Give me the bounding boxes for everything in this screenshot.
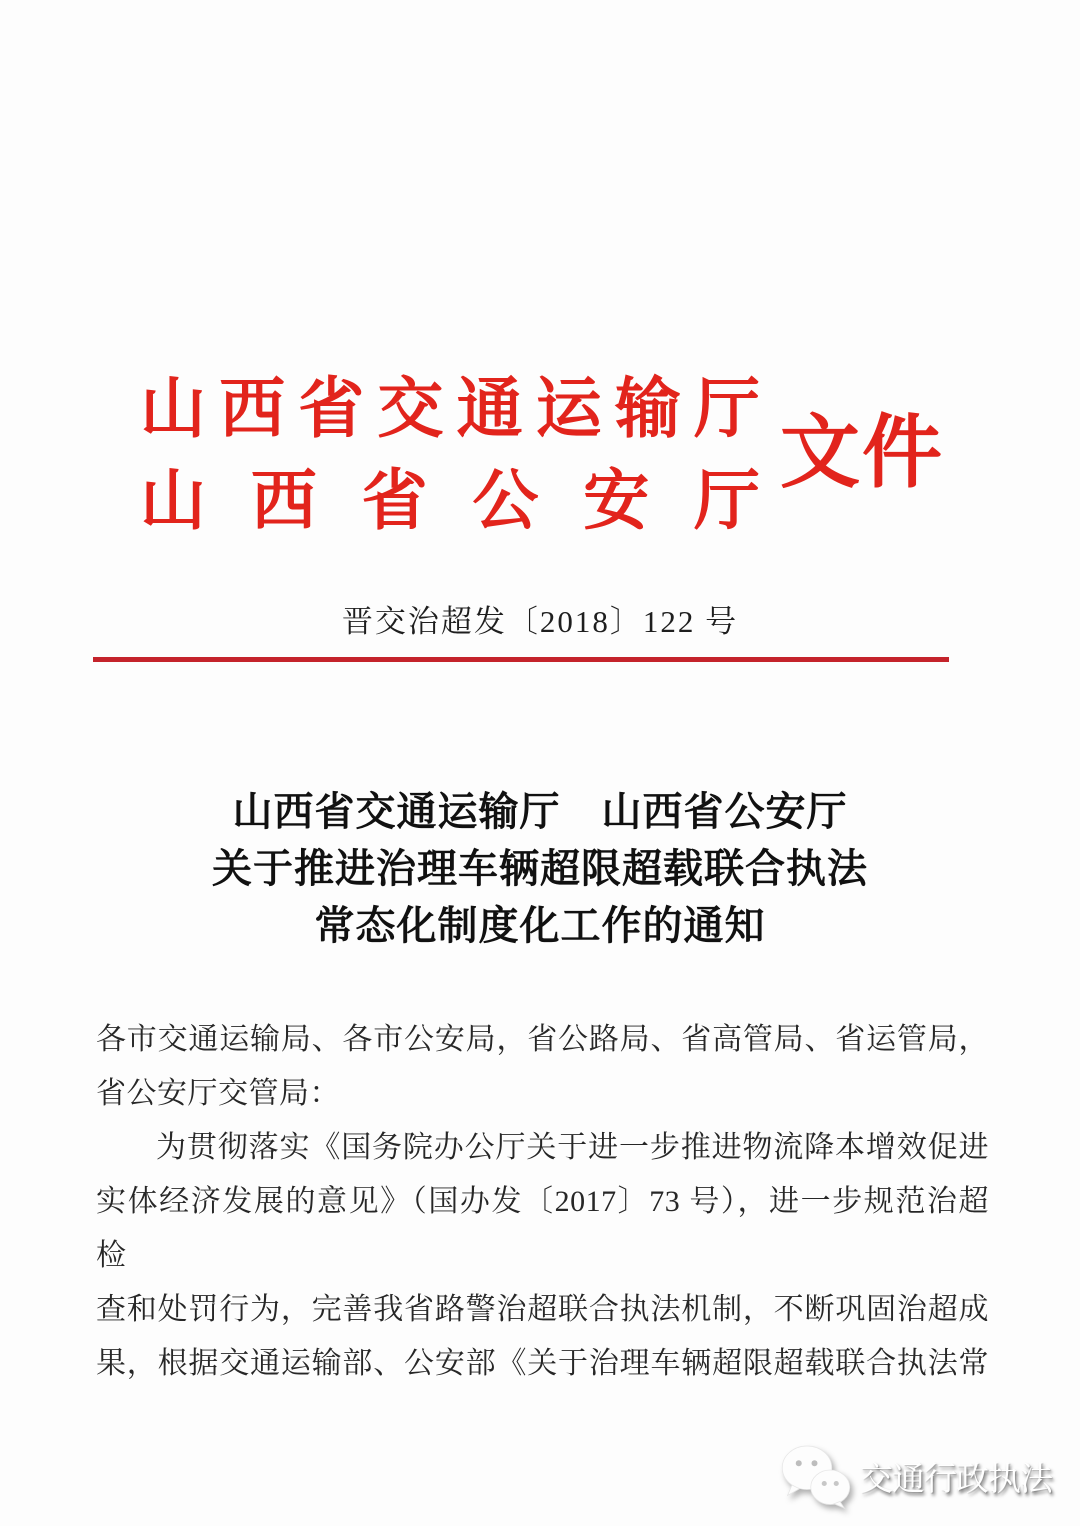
- document-body: [96, 1013, 989, 1391]
- addressee-line-1: 各市交通运输局、各市公安局，省公路局、省高管局、省运管局，: [96, 1023, 989, 1056]
- document-title: [0, 783, 1080, 954]
- addressee-line-2: 省公安厅交管局：: [96, 1077, 340, 1110]
- body-line-4: 果，根据交通运输部、公安部《关于治理车辆超限超载联合执法常: [96, 1347, 989, 1380]
- red-divider: [93, 657, 949, 662]
- body-line-1: 为贯彻落实《国务院办公厅关于进一步推进物流降本增效促进: [156, 1131, 989, 1164]
- title-line-1: 山西省交通运输厅 山西省公安厅: [232, 789, 848, 834]
- body-line-2: 实体经济发展的意见》（国办发〔2017〕73 号），进一步规范治超检: [96, 1185, 989, 1272]
- wechat-icon: [780, 1442, 852, 1510]
- issuing-agencies: [140, 364, 760, 548]
- agency-name-line-1: 山西省交通运输厅: [140, 373, 760, 446]
- body-line-3: 查和处罚行为，完善我省路警治超联合执法机制，不断巩固治超成: [96, 1293, 989, 1326]
- title-line-3: 常态化制度化工作的通知: [314, 903, 766, 948]
- doc-number: 晋交治超发〔2018〕122 号: [341, 604, 739, 639]
- watermark-label: 交通行政执法: [860, 1459, 1052, 1497]
- doc-type-label: 文件: [780, 410, 944, 498]
- watermark: [780, 1442, 1052, 1510]
- document-letterhead: [140, 364, 950, 554]
- title-line-2: 关于推进治理车辆超限超载联合执法: [212, 846, 868, 891]
- agency-name-line-2: 山西省公安厅: [140, 465, 760, 538]
